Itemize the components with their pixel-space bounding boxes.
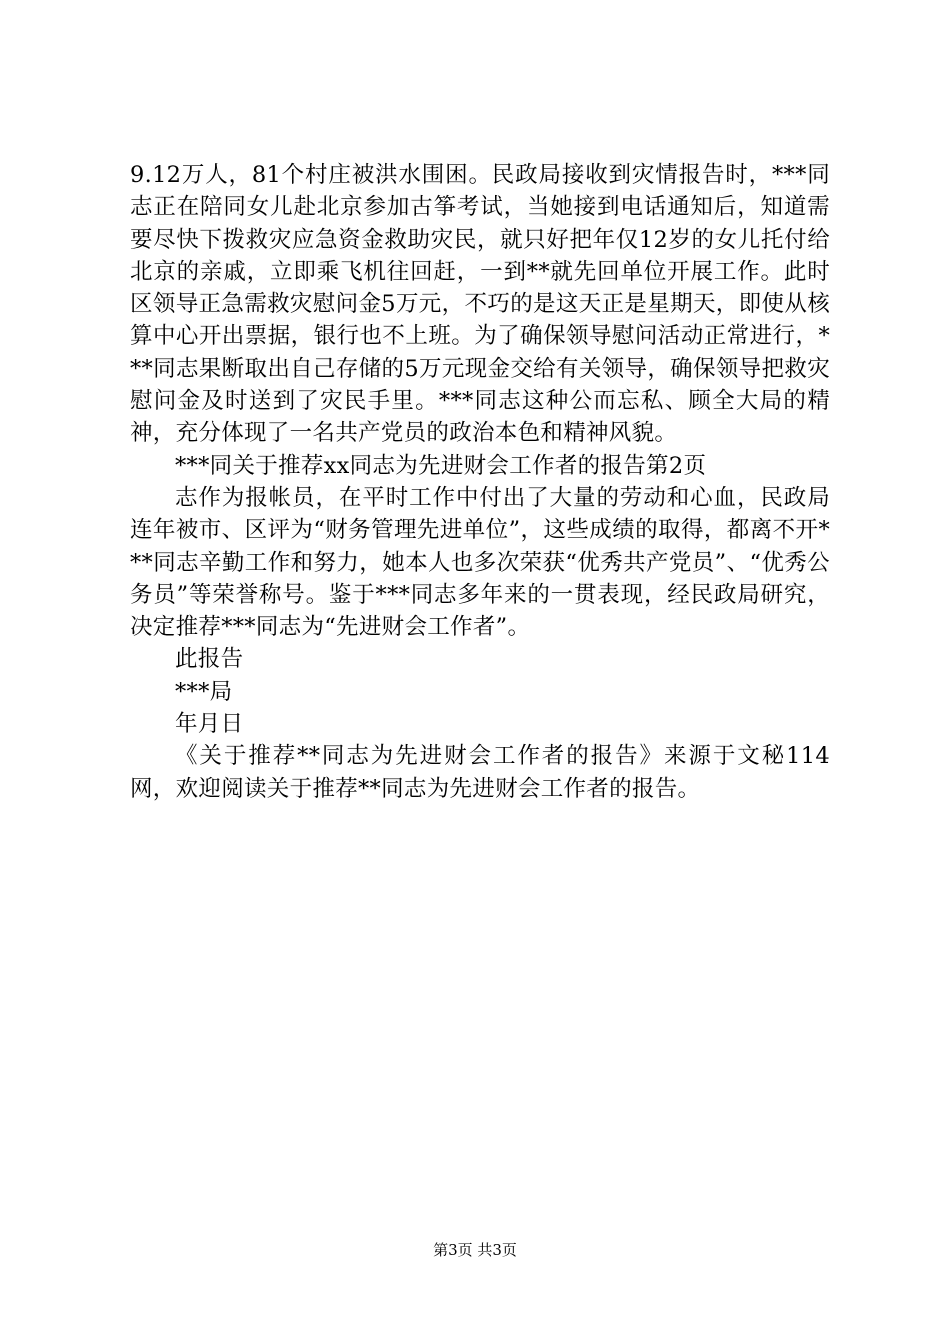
paragraph-page-header: ***同关于推荐xx同志为先进财会工作者的报告第2页 (175, 452, 707, 479)
paragraph-recommendation: 志作为报帐员，在平时工作中付出了大量的劳动和心血，民政局连年被市、区评为“财务管理先进单位”，这些成绩的取得，都离不开***同志辛勤工作和努力，她本人也多次荣获“优秀共产党员”、“优秀公务员”等荣誉称号。鉴于***同志多年来的一贯表现，经民政局研究，决定推荐***同志为“先进财会工作者”。 (130, 484, 830, 641)
page-number-footer: 第3页 共3页 (433, 1241, 517, 1259)
document-body (130, 159, 830, 805)
paragraph-signature-bureau: ***局 (175, 678, 233, 705)
paragraph-source-note: 《关于推荐**同志为先进财会工作者的报告》来源于文秘114网，欢迎阅读关于推荐**同志为先进财会工作者的报告。 (130, 743, 830, 802)
paragraph-closing: 此报告 (175, 646, 244, 673)
paragraph-date: 年月日 (175, 711, 244, 738)
paragraph-flood-story: 9.12万人，81个村庄被洪水围困。民政局接收到灾情报告时，***同志正在陪同女儿赴北京参加古筝考试，当她接到电话通知后，知道需要尽快下拨救灾应急资金救助灾民，就只好把年仅12岁的女儿托付给北京的亲戚，立即乘飞机往回赶，一到**就先回单位开展工作。此时区领导正急需救灾慰问金5万元，不巧的是这天正是星期天，即使从核算中心开出票据，银行也不上班。为了确保领导慰问活动正常进行，***同志果断取出自己存储的5万元现金交给有关领导，确保领导把救灾慰问金及时送到了灾民手里。***同志这种公而忘私、顾全大局的精神，充分体现了一名共产党员的政治本色和精神风貌。 (130, 162, 830, 447)
